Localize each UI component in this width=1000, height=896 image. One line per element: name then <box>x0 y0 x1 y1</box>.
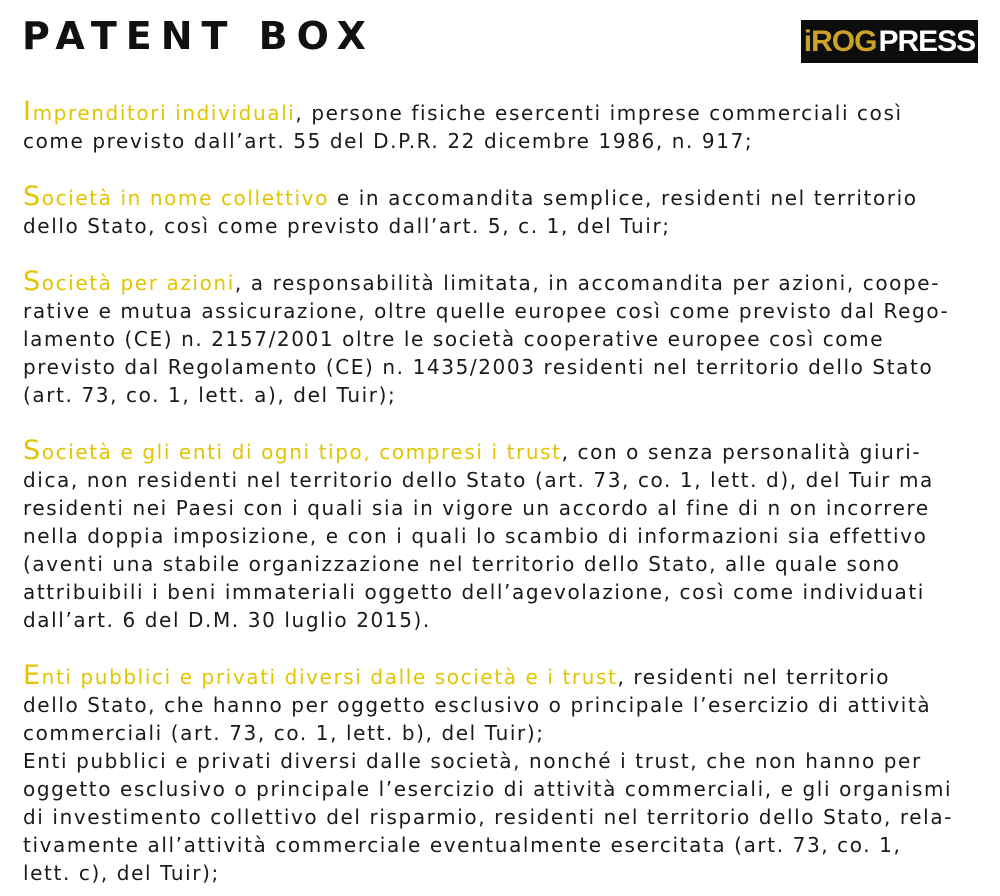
text-line: Enti pubblici e privati diversi dalle società, nonché i trust, che non hanno per <box>23 749 922 773</box>
text-line: di investimento collettivo del risparmio, residenti nel territorio dello Stato, rela- <box>23 805 953 829</box>
text-line: dall’art. 6 del D.M. 30 luglio 2015). <box>23 608 431 632</box>
paragraph-societa-per-azioni <box>23 268 978 409</box>
drop-cap: S <box>23 181 42 212</box>
text-line <box>23 437 978 466</box>
paragraph-enti-pubblici-privati <box>23 662 978 887</box>
term-text: ocietà e gli enti di ogni tipo, compresi i trust <box>41 440 562 464</box>
line-text: e in accomandita semplice, residenti nel territorio <box>328 186 918 210</box>
text-line <box>23 98 978 127</box>
term-text: nti pubblici e privati diversi dalle società e i trust <box>41 665 618 689</box>
highlighted-term <box>23 435 562 466</box>
line-text: , persone fisiche esercenti imprese commerciali così <box>295 101 903 125</box>
highlighted-term <box>23 96 296 127</box>
highlighted-term <box>23 181 329 212</box>
text-line: oggetto esclusivo o principale l’esercizio di attività commerciali, e gli organismi <box>23 777 953 801</box>
line-text: , a responsabilità limitata, in accomandita per azioni, coope- <box>234 271 941 295</box>
term-text: ocietà in nome collettivo <box>41 186 329 210</box>
line-text: , con o senza personalità giuri- <box>561 440 922 464</box>
text-line: (art. 73, co. 1, lett. a), del Tuir); <box>23 383 397 407</box>
text-line: dica, non residenti nel territorio dello Stato (art. 73, co. 1, lett. d), del Tuir ma <box>23 468 934 492</box>
text-line: previsto dal Regolamento (CE) n. 1435/2003 residenti nel territorio dello Stato <box>23 355 934 379</box>
text-line <box>23 183 978 212</box>
irogpress-logo <box>801 20 978 63</box>
term-text: mprenditori individuali <box>32 101 296 125</box>
text-line: residenti nei Paesi con i quali sia in vigore un accordo al fine di n on incorrere <box>23 496 930 520</box>
highlighted-term <box>23 660 618 691</box>
text-line: lett. c), del Tuir); <box>23 861 220 885</box>
logo-part-press: PRESS <box>878 25 976 58</box>
text-line: nella doppia imposizione, e con i quali lo scambio di informazioni sia effettivo <box>23 524 928 548</box>
page-title: PATENT BOX <box>22 14 375 58</box>
drop-cap: E <box>23 660 42 691</box>
term-text: ocietà per azioni <box>41 271 235 295</box>
highlighted-term <box>23 266 235 297</box>
drop-cap: S <box>23 266 42 297</box>
text-line: rative e mutua assicurazione, oltre quelle europee così come previsto dal Rego- <box>23 299 950 323</box>
paragraph-societa-nome-collettivo <box>23 183 978 240</box>
document-body <box>23 98 978 887</box>
text-line: (aventi una stabile organizzazione nel territorio dello Stato, alle quale sono <box>23 552 901 576</box>
text-line: tivamente all’attività commerciale eventualmente esercitata (art. 73, co. 1, <box>23 833 902 857</box>
text-line: lamento (CE) n. 2157/2001 oltre le società cooperative europee così come <box>23 327 885 351</box>
text-line <box>23 268 978 297</box>
text-line <box>23 662 978 691</box>
drop-cap: I <box>23 96 33 127</box>
text-line: commerciali (art. 73, co. 1, lett. b), del Tuir); <box>23 721 545 745</box>
logo-part-irog: iROG <box>803 25 877 58</box>
text-line: attribuibili i beni immateriali oggetto dell’agevolazione, così come individuati <box>23 580 925 604</box>
text-line: come previsto dall’art. 55 del D.P.R. 22 dicembre 1986, n. 917; <box>23 129 754 153</box>
drop-cap: S <box>23 435 42 466</box>
paragraph-imprenditori-individuali <box>23 98 978 155</box>
text-line: dello Stato, che hanno per oggetto esclusivo o principale l’esercizio di attività <box>23 693 932 717</box>
paragraph-societa-enti-trust <box>23 437 978 634</box>
line-text: , residenti nel territorio <box>617 665 891 689</box>
text-line: dello Stato, così come previsto dall’art. 5, c. 1, del Tuir; <box>23 214 671 238</box>
